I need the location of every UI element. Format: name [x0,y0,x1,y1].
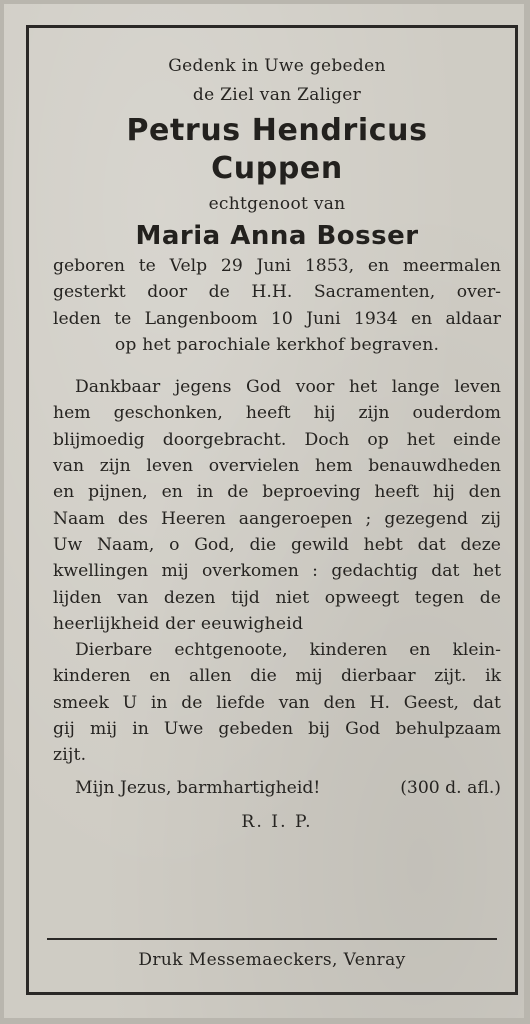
relation-text: echtgenoot van [208,194,346,214]
word: ik [485,666,501,687]
paragraph-2 [53,637,501,768]
deceased-name-line-1: Petrus Hendricus [126,113,428,148]
paragraph-line-text [53,479,501,505]
word: heeft [374,482,420,503]
printer-credit: Druk Messemaeckers, Venray [138,950,406,970]
word: : [312,561,318,582]
word: van [53,456,85,477]
word: mij [295,666,323,687]
word: behulpzaam [395,719,501,740]
word: en [367,256,390,276]
paragraph-line-text [53,427,501,453]
word: hij [432,482,455,503]
paragraph-line-text [53,453,501,479]
prayer-text: Mijn Jezus, barmhartigheid! [75,777,321,798]
word: ; [365,508,372,529]
word: zij [481,508,501,529]
word: einde [453,429,501,450]
word: op [367,429,389,450]
bio-line-text: op het parochiale kerkhof begraven. [114,334,440,355]
word: allen [189,666,232,687]
word: zijn [99,456,131,477]
paragraph-line [53,611,501,637]
word: niet [275,587,310,608]
paragraph-line-text: heerlijkheid der eeuwigheid [53,613,304,634]
word: en [410,308,433,329]
bio-line [53,306,501,332]
word: Uwe [163,719,204,740]
paragraph-line [53,479,501,505]
word: te [138,256,156,276]
word: God [246,377,282,398]
word: meermalen [402,256,501,276]
word: de [181,692,203,713]
word: die [249,534,277,555]
word: hij [313,403,336,424]
word: zijn [358,403,390,424]
word: hem [53,403,91,424]
paragraph-line [53,637,501,663]
word: Geest, [403,692,459,713]
word: geboren [53,256,125,276]
bio-line-text [53,306,501,332]
bio-line [53,332,501,358]
word: zijt. [434,666,467,687]
paragraph-line [53,690,501,716]
word: geschonken, [113,403,223,424]
word: over- [456,282,501,303]
paragraph-line-text: zijt. [53,745,87,766]
word: beproeving [262,482,361,503]
word: Juni [306,308,341,329]
paragraph-line-text [75,374,501,400]
word: Sacramenten, [313,282,436,303]
word: aldaar [445,308,501,329]
card-border [26,25,518,995]
word: dat [417,534,446,555]
paragraph-line [53,585,501,611]
deceased-name-line-2: Cuppen [211,151,343,186]
word: het [348,377,378,398]
word: 10 [270,308,293,329]
memorial-card [4,4,524,1018]
word: den [468,482,501,503]
word: doorgebracht. [162,429,287,450]
word: Naam [53,508,105,529]
bio-block [53,253,501,358]
word: gedachtig [331,561,418,582]
word: klein- [452,640,501,661]
word: pijnen, [88,482,148,503]
word: van [117,587,149,608]
word: hebt [363,534,403,555]
word: te [114,308,132,329]
word: den [323,692,356,713]
spouse-name: Maria Anna Bosser [135,221,419,251]
word: des [117,508,148,529]
paragraph-line [53,716,501,742]
word: in [150,692,168,713]
word: en [53,482,75,503]
word: het [472,561,501,582]
word: Velp [169,256,208,276]
word: Langenboom [144,308,258,329]
paragraph-1 [53,374,501,637]
word: deze [460,534,501,555]
word: smeek [53,692,109,713]
word: die [250,666,277,687]
bio-line [53,253,501,279]
word: tijd [231,587,260,608]
paragraph-line-text [53,400,501,426]
indulgence-text: (300 d. afl.) [400,777,501,798]
word: 1853, [304,256,355,276]
word: overkomen [202,561,299,582]
word: hem [314,456,353,477]
paragraph-line-text [53,558,501,584]
word: Dankbaar [75,377,161,398]
word: leven [146,456,194,477]
word: 1934 [353,308,398,329]
paragraph-line [53,742,501,768]
word: gezegend [384,508,469,529]
closing-line [53,773,501,803]
word: in [196,482,214,503]
rip-text: R. I. P. [241,811,313,832]
paragraph-line-text [53,716,501,742]
word: en [409,640,431,661]
word: Dierbare [75,640,153,661]
bio-line [53,279,501,305]
word: ouderdom [412,403,501,424]
word: Uw [53,534,83,555]
paragraph-line [53,663,501,689]
header-line-1: Gedenk in Uwe gebeden [168,56,386,76]
paragraph-line [53,506,501,532]
word: voor [295,377,335,398]
card-content [53,52,501,837]
word: jegens [174,377,232,398]
word: gesterkt [53,282,126,303]
paragraph-line-text [53,506,501,532]
word: liefde [216,692,265,713]
word: dat [431,561,460,582]
word: het [406,429,435,450]
footer-divider [47,938,497,940]
paragraph-line [53,532,501,558]
word: gebeden [218,719,294,740]
word: mij [89,719,118,740]
word: lijden [53,587,102,608]
word: kinderen [53,666,131,687]
word: de [227,482,249,503]
word: God [345,719,381,740]
paragraph-line [53,558,501,584]
paragraph-line-text [53,532,501,558]
bio-line-text [53,253,501,279]
paragraph-line [53,400,501,426]
word: U [122,692,138,713]
word: overvielen [208,456,300,477]
paragraph-line [53,374,501,400]
word: dezen [163,587,216,608]
word: bij [308,719,330,740]
word: kinderen [309,640,388,661]
word: leden [53,308,101,329]
word: gewild [290,534,349,555]
word: en [161,482,183,503]
paragraph-line-text [53,663,501,689]
word: en [149,666,171,687]
word: in [132,719,149,740]
word: o [169,534,180,555]
word: Heeren [160,508,226,529]
paragraph-line-text [53,690,501,716]
word: kwellingen [53,561,149,582]
word: tegen [414,587,465,608]
word: heeft [245,403,291,424]
word: de [479,587,501,608]
word: opweegt [324,587,400,608]
paragraph-line [53,453,501,479]
paragraph-line-text [53,585,501,611]
bio-line-text [53,279,501,305]
word: Naam, [96,534,155,555]
word: leven [454,377,501,398]
header-line-2: de Ziel van Zaliger [192,85,362,105]
word: Doch [304,429,350,450]
word: echtgenoote, [174,640,288,661]
word: lange [391,377,440,398]
word: dat [472,692,501,713]
word: aangeroepen [238,508,353,529]
word: Juni [256,256,292,276]
word: gij [53,719,75,740]
word: dierbaar [341,666,416,687]
word: 29 [220,256,243,276]
word: H. [369,692,390,713]
word: mij [161,561,189,582]
paragraph-line-text [75,637,501,663]
word: benauwdheden [368,456,501,477]
word: de [208,282,230,303]
word: H.H. [251,282,293,303]
word: van [278,692,310,713]
word: God, [194,534,235,555]
word: blijmoedig [53,429,145,450]
paragraph-line [53,427,501,453]
word: door [147,282,188,303]
